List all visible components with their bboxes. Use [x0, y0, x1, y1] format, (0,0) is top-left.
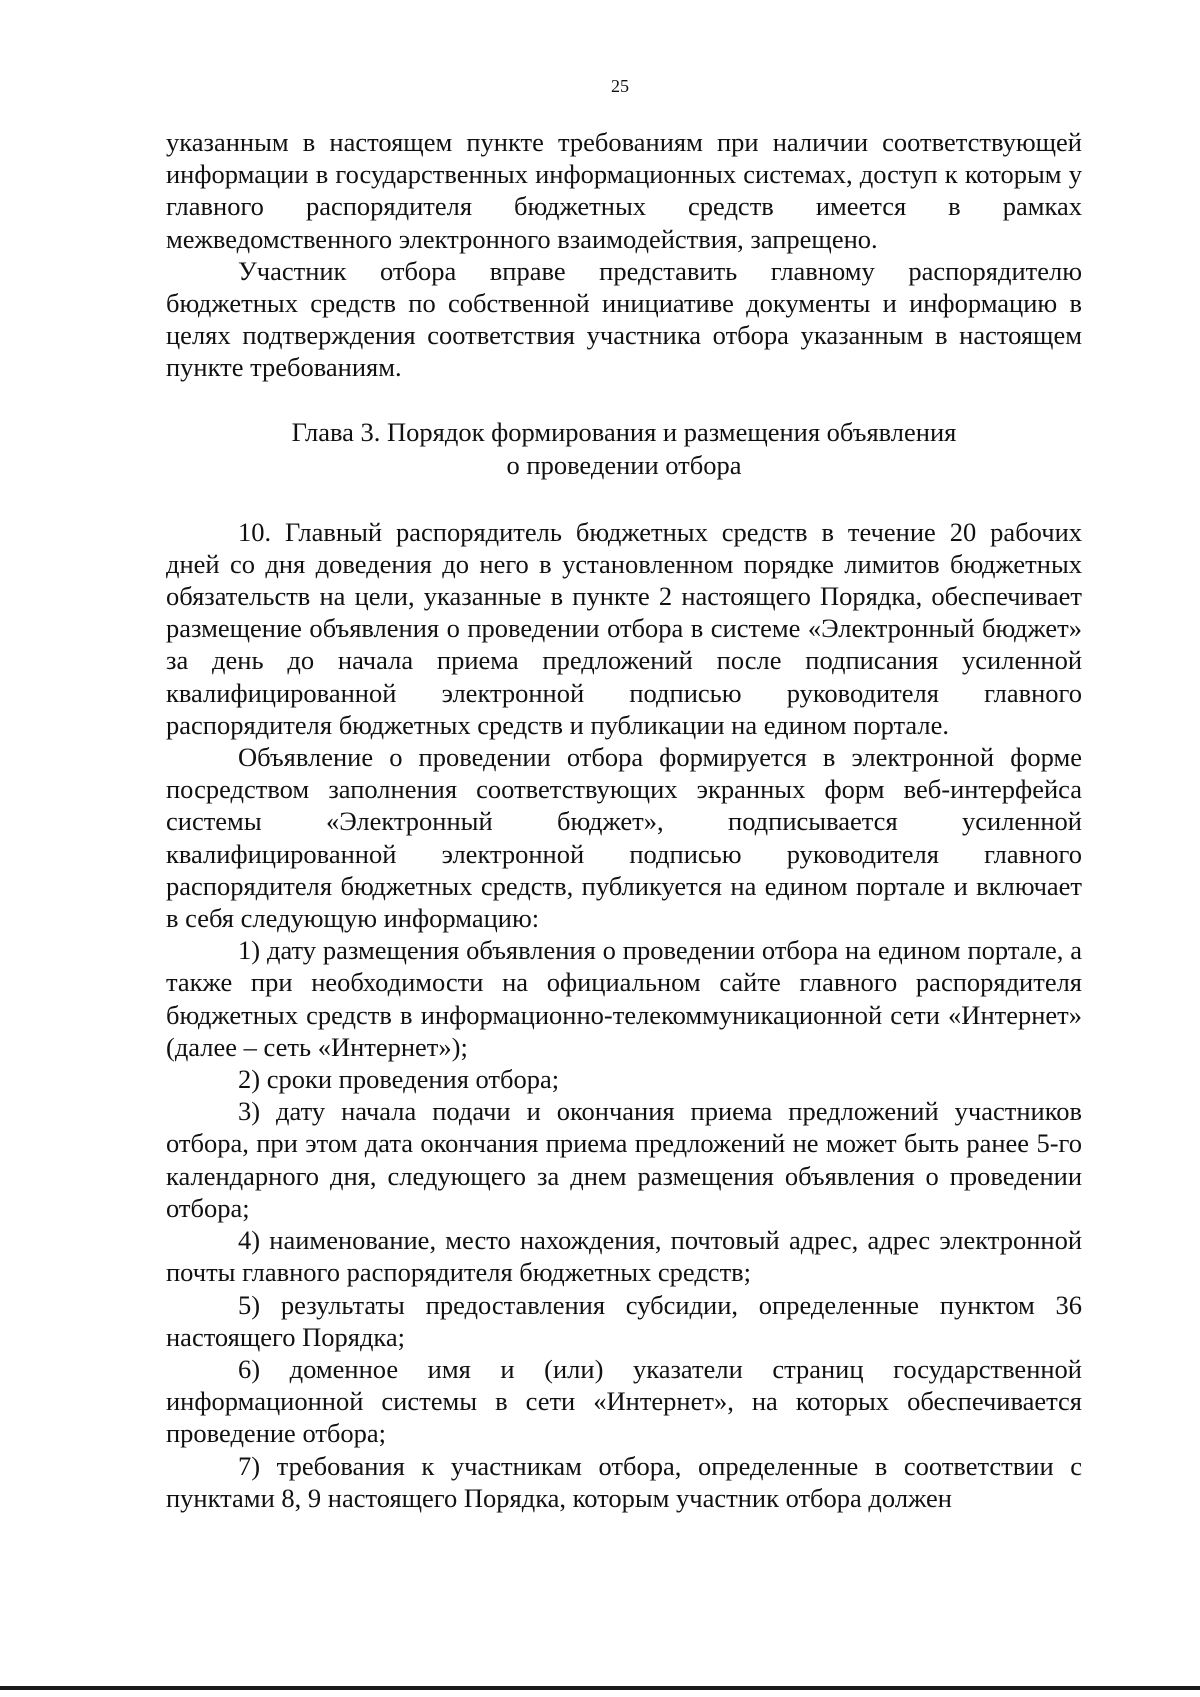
list-item-3: 3) дату начала подачи и окончания приема предложений участников отбора, при этом дата окончания приема предложений не может быть ранее 5-го календарного дня, следующего за днем размещения объявления о проведении отбора;: [166, 1096, 1082, 1223]
list-item-5: 5) результаты предоставления субсидии, определенные пунктом 36 настоящего Порядка;: [166, 1289, 1082, 1352]
announcement-description-paragraph: Объявление о проведении отбора формируется в электронной форме посредством заполнения соответствующих экранных форм веб-интерфейса системы «Электронный бюджет», подписывается усиленной квалифицированной электронной подписью руководителя главного распорядителя бюджетных средств, публикуется на едином портале и включает в себя следующую информацию:: [166, 742, 1082, 934]
chapter-heading: [166, 416, 1082, 482]
list-item-7: 7) требования к участникам отбора, определенные в соответствии с пунктами 8, 9 настоящего Порядка, которым участник отбора должен: [166, 1450, 1082, 1513]
chapter-heading-line-1: Глава 3. Порядок формирования и размещения объявления: [291, 416, 957, 447]
intro-paragraph-participant-right: Участник отбора вправе представить главному распорядителю бюджетных средств по собственной инициативе документы и информацию в целях подтверждения соответствия участника отбора указанным в настоящем пункте требованиям.: [166, 255, 1082, 383]
list-item-4: 4) наименование, место нахождения, почтовый адрес, адрес электронной почты главного распорядителя бюджетных средств;: [166, 1225, 1082, 1288]
scan-bottom-edge-line: [0, 1686, 1200, 1690]
page-number: 25: [611, 76, 629, 96]
document-body: [166, 126, 1082, 1514]
clause-10-paragraph: 10. Главный распорядитель бюджетных средств в течение 20 рабочих дней со дня доведения до него в установленном порядке лимитов бюджетных обязательств на цели, указанные в пункте 2 настоящего Порядка, обеспечивает размещение объявления о проведении отбора в системе «Электронный бюджет» за день до начала приема предложений после подписания усиленной квалифицированной электронной подписью руководителя главного распорядителя бюджетных средств и публикации на едином портале.: [166, 516, 1082, 740]
intro-paragraph-continuation: указанным в настоящем пункте требованиям при наличии соответствующей информации в государственных информационных системах, доступ к которым у главного распорядителя бюджетных средств имеется в рамках межведомственного электронного взаимодействия, запрещено.: [166, 127, 1082, 254]
list-item-2: 2) сроки проведения отбора;: [238, 1064, 560, 1095]
list-item-1: 1) дату размещения объявления о проведении отбора на едином портале, а также при необходимости на официальном сайте главного распорядителя бюджетных средств в информационно-телекоммуникационной сети «Интернет» (далее – сеть «Интернет»);: [166, 935, 1082, 1062]
list-item-6: 6) доменное имя и (или) указатели страниц государственной информационной системы в сети «Интернет», на которых обеспечивается проведение отбора;: [166, 1353, 1082, 1449]
chapter-heading-line-2: о проведении отбора: [506, 449, 742, 480]
